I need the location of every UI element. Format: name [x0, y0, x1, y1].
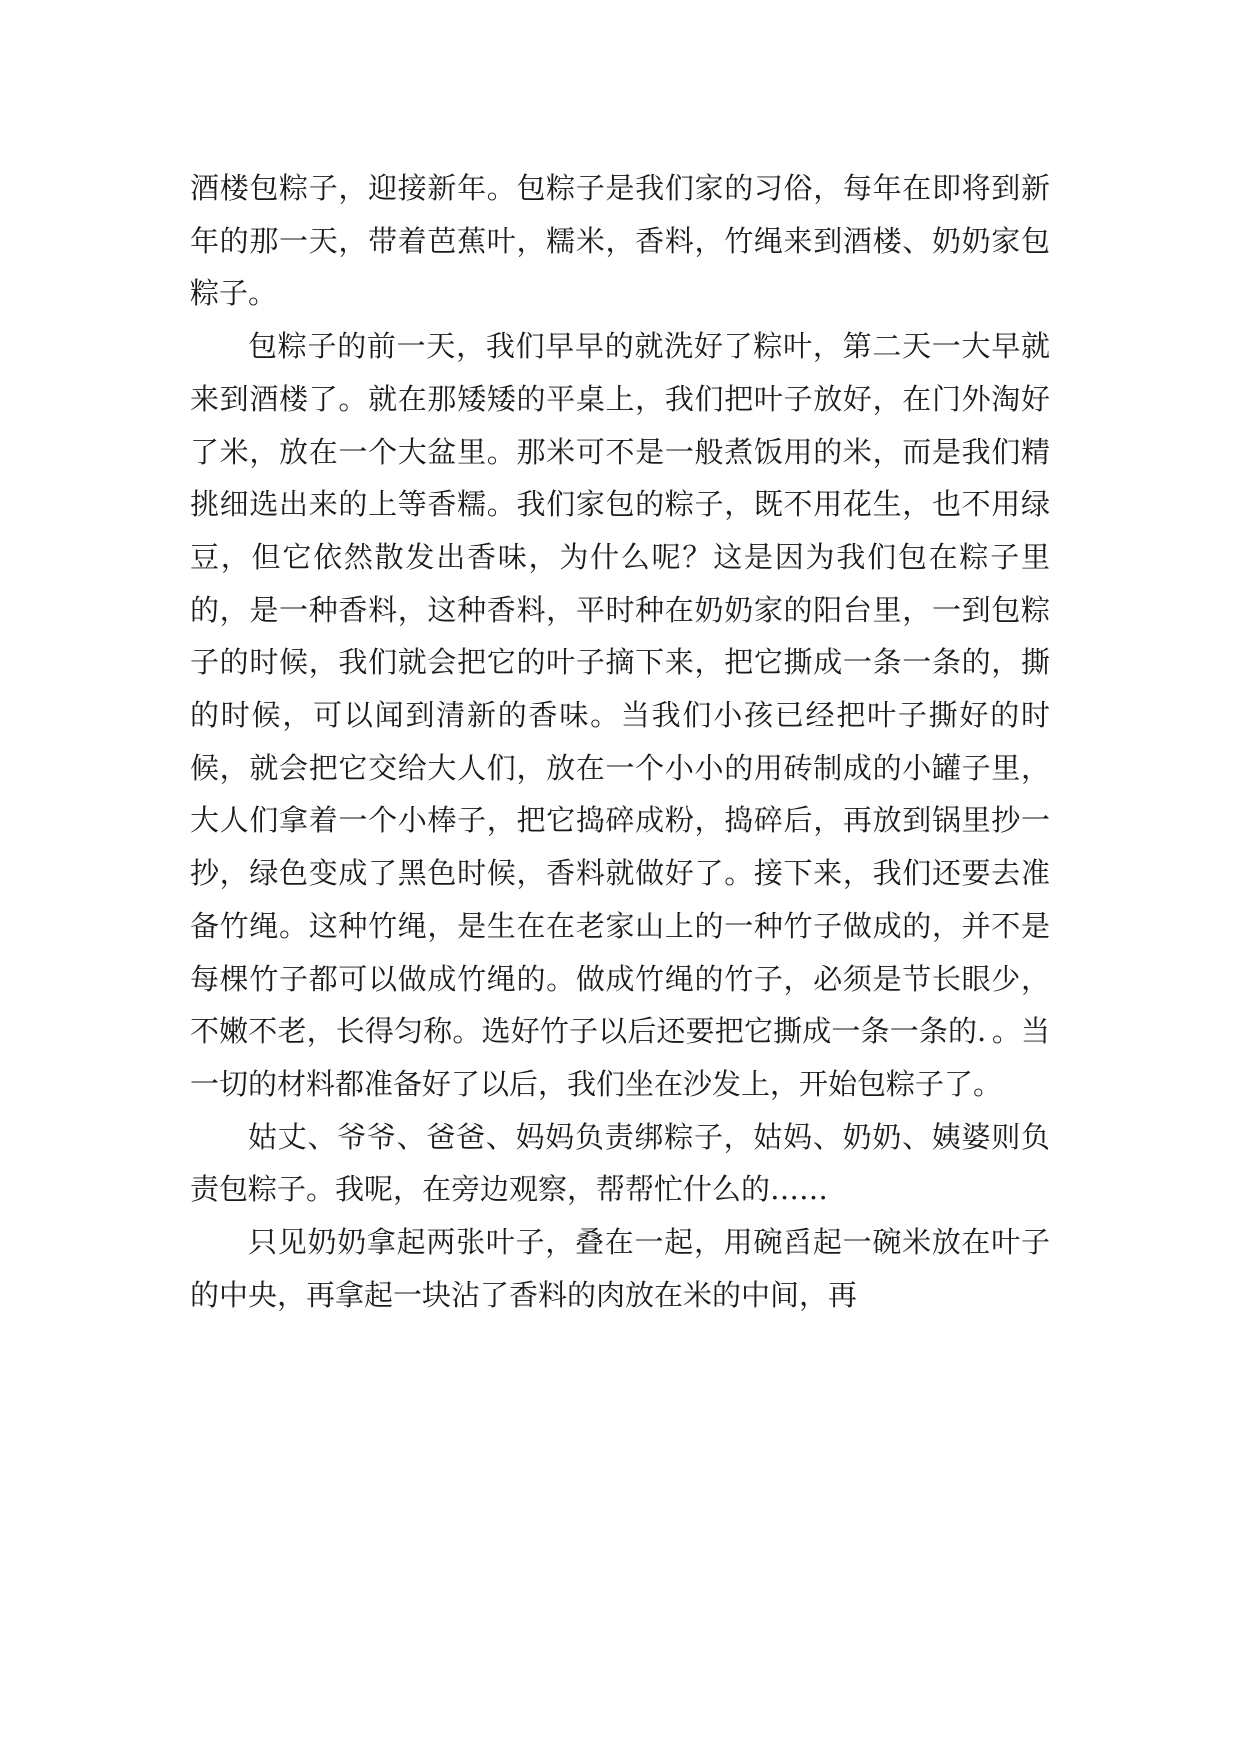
document-body — [190, 162, 1050, 1321]
paragraph-3: 姑丈、爷爷、爸爸、妈妈负责绑粽子，姑妈、奶奶、姨婆则负责包粽子。我呢，在旁边观察，帮帮忙什么的…… — [190, 1119, 1050, 1207]
paragraph-2: 包粽子的前一天，我们早早的就洗好了粽叶，第二天一大早就来到酒楼了。就在那矮矮的平桌上，我们把叶子放好，在门外淘好了米，放在一个大盆里。那米可不是一般煮饭用的米，而是我们精挑细选出来的上等香糯。我们家包的粽子，既不用花生，也不用绿豆，但它依然散发出香味，为什么呢？这是因为我们包在粽子里的，是一种香料，这种香料，平时种在奶奶家的阳台里，一到包粽子的时候，我们就会把它的叶子摘下来，把它撕成一条一条的，撕的时候，可以闻到清新的香味。当我们小孩已经把叶子撕好的时候，就会把它交给大人们，放在一个小小的用砖制成的小罐子里，大人们拿着一个小棒子，把它捣碎成粉，捣碎后，再放到锅里抄一抄，绿色变成了黑色时候，香料就做好了。接下来，我们还要去准备竹绳。这种竹绳，是生在在老家山上的一种竹子做成的，并不是每棵竹子都可以做成竹绳的。做成竹绳的竹子，必须是节长眼少，不嫩不老，长得匀称。选好竹子以后还要把它撕成一条一条的．。当一切的材料都准备好了以后，我们坐在沙发上，开始包粽子了。 — [190, 329, 1050, 1101]
paragraph-1: 酒楼包粽子，迎接新年。包粽子是我们家的习俗，每年在即将到新年的那一天，带着芭蕉叶，糯米，香料，竹绳来到酒楼、奶奶家包粽子。 — [190, 171, 1050, 311]
paragraph-4: 只见奶奶拿起两张叶子，叠在一起，用碗舀起一碗米放在叶子的中央，再拿起一块沾了香料的肉放在米的中间，再 — [190, 1225, 1050, 1312]
